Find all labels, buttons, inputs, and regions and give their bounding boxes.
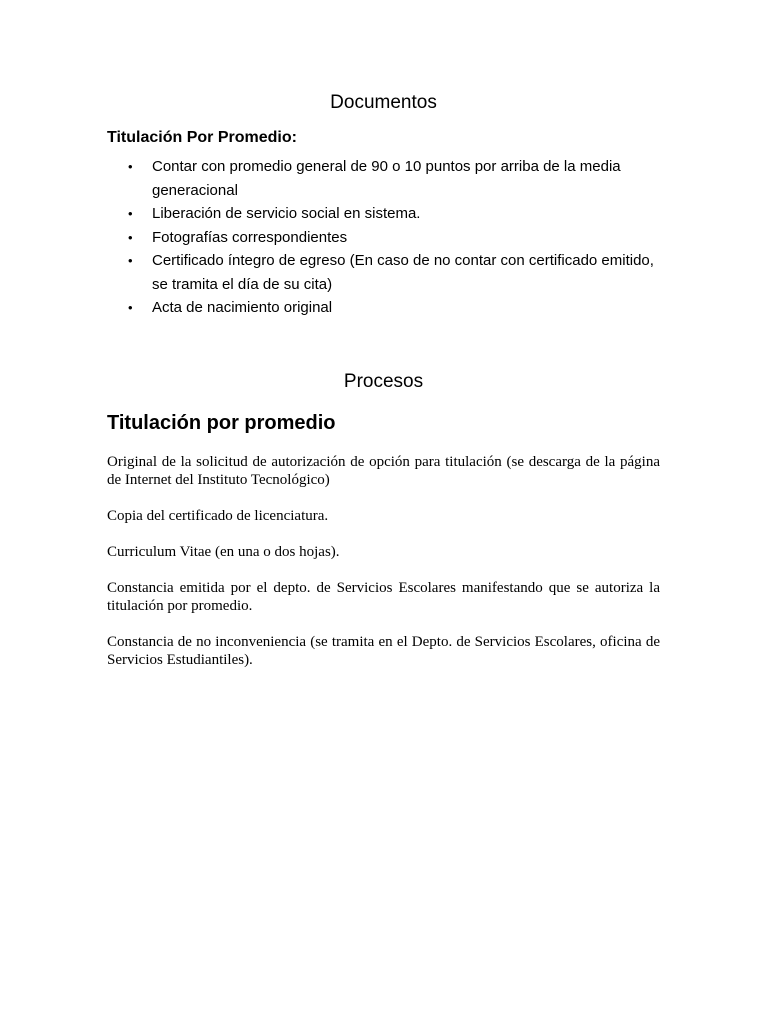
bullet-icon: • — [128, 253, 133, 268]
list-item — [107, 226, 660, 250]
list-item-text: Certificado íntegro de egreso (En caso de no contar con certificado emitido, se tramita el día de su cita) — [152, 252, 654, 293]
procesos-subheading: Titulación por promedio — [107, 412, 336, 434]
procesos-paragraph: Original de la solicitud de autorización de opción para titulación (se descarga de la página de Internet del Instituto Tecnológico) — [107, 454, 660, 488]
procesos-paragraph: Curriculum Vitae (en una o dos hojas). — [107, 544, 340, 560]
list-item-text: Fotografías correspondientes — [152, 228, 348, 246]
list-item — [107, 155, 660, 202]
list-item — [107, 249, 660, 296]
list-item-text: Liberación de servicio social en sistema. — [152, 205, 421, 222]
list-item-text: Acta de nacimiento original — [152, 299, 333, 316]
list-item-text: Contar con promedio general de 90 o 10 puntos por arriba de la media generacional — [152, 158, 621, 199]
documentos-subheading: Titulación Por Promedio: — [107, 129, 297, 146]
list-item — [107, 202, 660, 226]
procesos-paragraph: Copia del certificado de licenciatura. — [107, 508, 329, 524]
procesos-title: Procesos — [343, 371, 424, 392]
bullet-icon: • — [128, 159, 133, 174]
documentos-title: Documentos — [330, 92, 437, 113]
procesos-paragraph: Constancia emitida por el depto. de Servicios Escolares manifestando que se autoriza la titulación por promedio. — [107, 580, 660, 614]
procesos-paragraph: Constancia de no inconveniencia (se tramita en el Depto. de Servicios Escolares, oficina de Servicios Estudiantiles). — [107, 634, 660, 668]
procesos-body — [107, 453, 660, 687]
bullet-icon: • — [128, 206, 133, 221]
requirements-list — [107, 155, 660, 320]
bullet-icon: • — [128, 300, 133, 315]
bullet-icon: • — [128, 229, 133, 245]
list-item — [107, 296, 660, 320]
